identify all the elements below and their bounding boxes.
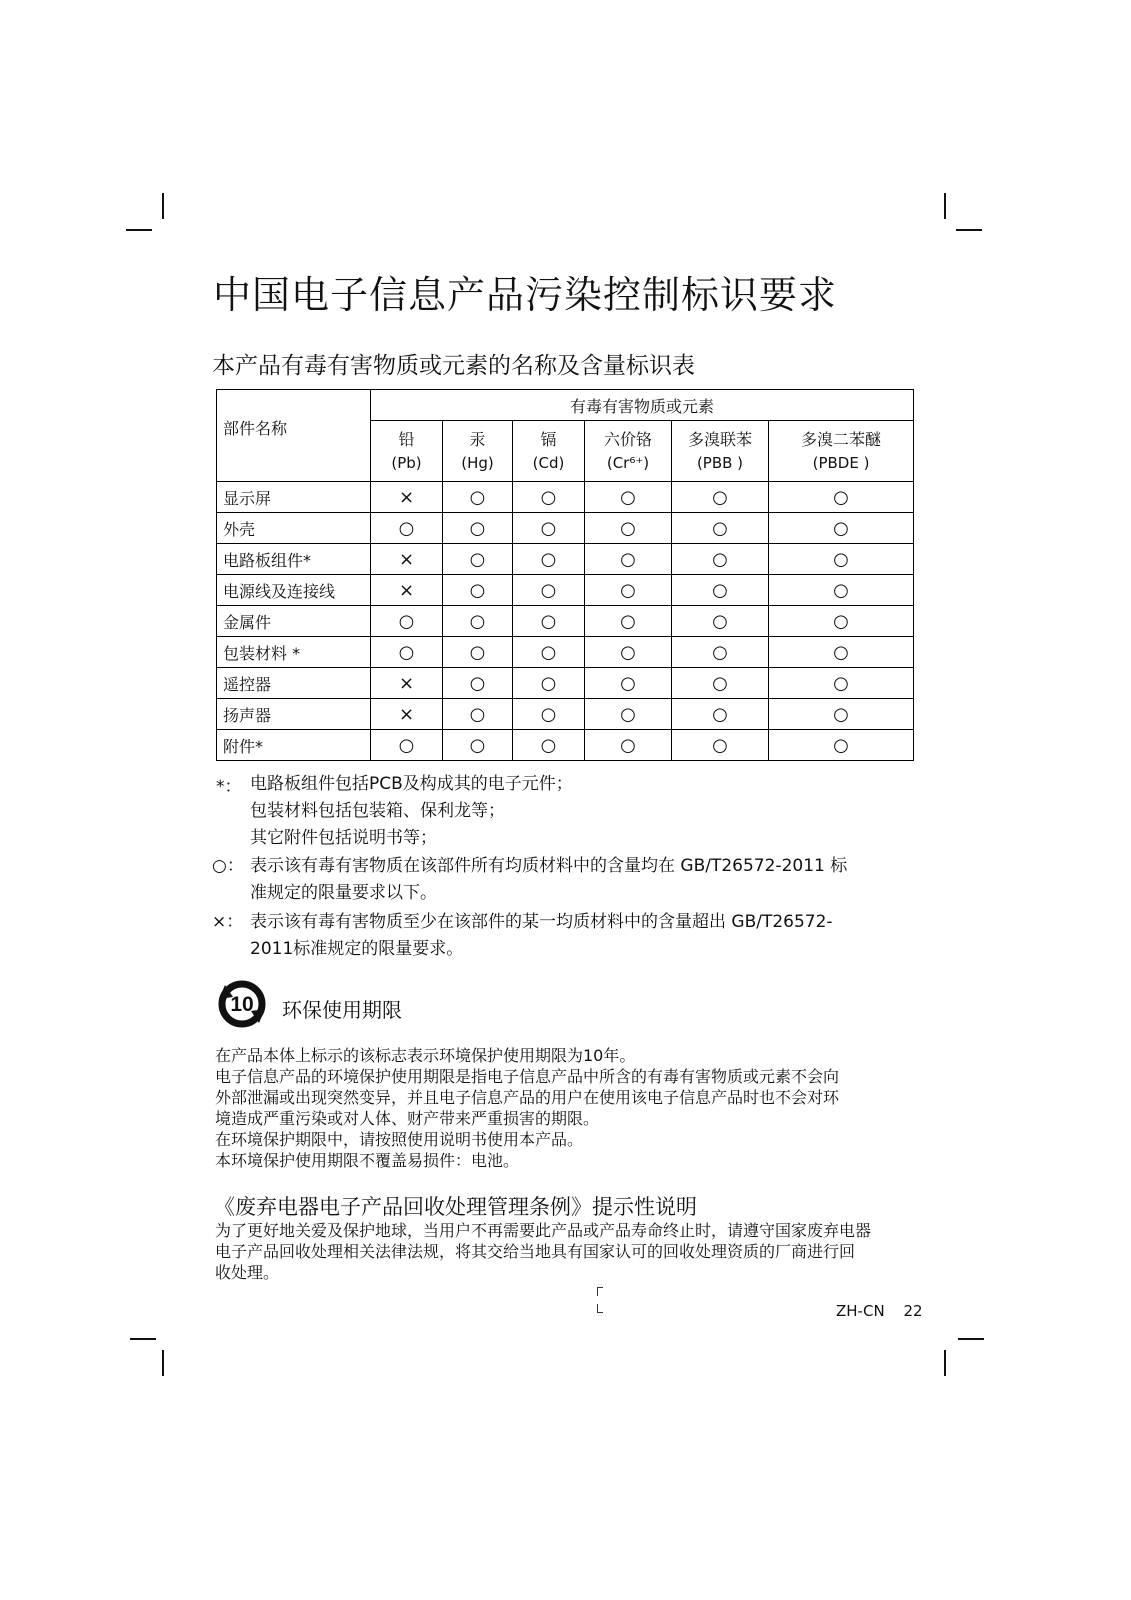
- circle-mark: ○: [540, 734, 557, 756]
- substance-mark-cell: [371, 668, 443, 699]
- substance-mark-cell: [585, 575, 672, 606]
- circle-mark: ○: [833, 517, 849, 539]
- substance-mark-cell: [585, 544, 672, 575]
- substance-mark-cell: [371, 637, 443, 668]
- circle-mark: ○: [620, 486, 636, 508]
- substance-code: (PBDE ): [812, 454, 870, 472]
- crop-mark: [130, 1338, 156, 1340]
- circle-mark: ○: [540, 703, 557, 725]
- substance-mark-cell: [585, 482, 672, 513]
- substance-mark-cell: [513, 668, 585, 699]
- circle-mark: ○: [540, 672, 557, 694]
- note-line: 包装材料包括包装箱、保利龙等；: [250, 801, 505, 821]
- substance-mark-cell: [513, 699, 585, 730]
- recycle-line: 收处理。: [215, 1263, 280, 1282]
- note-line: 电路板组件包括PCB及构成其的电子元件；: [250, 774, 573, 794]
- substance-mark-cell: [769, 513, 914, 544]
- circle-mark: ○: [712, 548, 728, 570]
- circle-mark: ○: [712, 672, 728, 694]
- center-mark: [597, 1304, 603, 1313]
- substance-header-cell: [585, 421, 672, 482]
- circle-mark: ○: [620, 672, 636, 694]
- cross-mark: ×: [398, 703, 415, 725]
- epup-line: 本环境保护使用期限不覆盖易损件：电池。: [215, 1151, 520, 1170]
- circle-mark: ○: [833, 641, 849, 663]
- note-line: 表示该有毒有害物质至少在该部件的某一均质材料中的含量超出 GB/T26572-: [250, 912, 833, 932]
- table-row: [217, 482, 914, 513]
- substance-mark-cell: [443, 513, 513, 544]
- part-name-cell: 金属件: [217, 606, 371, 637]
- note-symbol-circle: ○：: [212, 856, 244, 876]
- substance-mark-cell: [585, 730, 672, 761]
- table-row: [217, 606, 914, 637]
- circle-mark: ○: [620, 517, 636, 539]
- substance-mark-cell: [672, 699, 769, 730]
- page-footer: [836, 1302, 923, 1320]
- note-line: 准规定的限量要求以下。: [250, 883, 437, 903]
- note-line: 其它附件包括说明书等；: [250, 828, 437, 848]
- circle-mark: ○: [620, 548, 636, 570]
- substance-mark-cell: [371, 575, 443, 606]
- circle-mark: ○: [540, 610, 557, 632]
- substance-mark-cell: [769, 699, 914, 730]
- substance-header-cell: [371, 421, 443, 482]
- circle-mark: ○: [833, 548, 849, 570]
- substance-code: (PBB ): [696, 454, 744, 472]
- center-mark: [597, 1287, 603, 1296]
- table-row: [217, 730, 914, 761]
- part-name-cell: 显示屏: [217, 482, 371, 513]
- epup-line: 在环境保护期限中，请按照使用说明书使用本产品。: [215, 1130, 584, 1149]
- circle-mark: ○: [620, 579, 636, 601]
- circle-mark: ○: [469, 672, 486, 694]
- substance-mark-cell: [443, 575, 513, 606]
- substance-mark-cell: [769, 668, 914, 699]
- note-line: 2011标准规定的限量要求。: [250, 939, 464, 959]
- substance-mark-cell: [585, 668, 672, 699]
- substance-header-cell: [769, 421, 914, 482]
- circle-mark: ○: [469, 486, 486, 508]
- crop-mark: [944, 193, 946, 219]
- substance-mark-cell: [443, 482, 513, 513]
- substance-mark-cell: [585, 606, 672, 637]
- circle-mark: ○: [540, 486, 557, 508]
- crop-mark: [956, 229, 982, 231]
- substance-mark-cell: [769, 606, 914, 637]
- table-row: [217, 637, 914, 668]
- circle-mark: ○: [712, 734, 728, 756]
- crop-mark: [162, 1350, 164, 1376]
- circle-mark: ○: [469, 548, 486, 570]
- substance-code: (Hg): [461, 454, 494, 472]
- epup-line: 在产品本体上标示的该标志表示环境保护使用期限为10年。: [215, 1046, 636, 1065]
- circle-mark: ○: [620, 641, 636, 663]
- crop-mark: [944, 1350, 946, 1376]
- substance-code: (Cr⁶⁺): [606, 454, 650, 472]
- crop-mark: [958, 1338, 984, 1340]
- epup-logo-icon: [217, 979, 267, 1033]
- part-name-cell: 外壳: [217, 513, 371, 544]
- circle-mark: ○: [620, 703, 636, 725]
- circle-mark: ○: [833, 610, 849, 632]
- circle-mark: ○: [398, 517, 415, 539]
- substance-mark-cell: [672, 637, 769, 668]
- circle-mark: ○: [833, 734, 849, 756]
- part-name-cell: 电路板组件*: [217, 544, 371, 575]
- circle-mark: ○: [712, 486, 728, 508]
- substance-mark-cell: [672, 544, 769, 575]
- cross-mark: ×: [398, 579, 415, 601]
- circle-mark: ○: [833, 579, 849, 601]
- substance-mark-cell: [513, 730, 585, 761]
- circle-mark: ○: [620, 734, 636, 756]
- circle-mark: ○: [469, 734, 486, 756]
- note-line: 表示该有毒有害物质在该部件所有均质材料中的含量均在 GB/T26572-2011 标: [250, 856, 848, 876]
- circle-mark: ○: [469, 517, 486, 539]
- part-name-header: 部件名称: [217, 390, 371, 482]
- substance-code: (Cd): [532, 454, 565, 472]
- substance-mark-cell: [672, 606, 769, 637]
- substance-group-header: 有毒有害物质或元素: [371, 390, 914, 421]
- part-name-cell: 扬声器: [217, 699, 371, 730]
- substance-mark-cell: [769, 730, 914, 761]
- circle-mark: ○: [398, 734, 415, 756]
- table-row: [217, 575, 914, 606]
- recycle-title: 《废弃电器电子产品回收处理管理条例》提示性说明: [214, 1195, 697, 1219]
- cross-mark: ×: [398, 486, 415, 508]
- substance-mark-cell: [513, 606, 585, 637]
- substance-mark-cell: [443, 637, 513, 668]
- substance-mark-cell: [585, 699, 672, 730]
- part-name-cell: 包装材料 *: [217, 637, 371, 668]
- substance-name: 铅: [398, 430, 415, 449]
- substance-mark-cell: [513, 575, 585, 606]
- substance-mark-cell: [672, 730, 769, 761]
- circle-mark: ○: [833, 672, 849, 694]
- part-name-cell: 电源线及连接线: [217, 575, 371, 606]
- substance-mark-cell: [371, 482, 443, 513]
- recycle-description: [215, 1220, 871, 1283]
- part-name-cell: 附件*: [217, 730, 371, 761]
- substance-mark-cell: [513, 482, 585, 513]
- table-row: [217, 544, 914, 575]
- circle-mark: ○: [712, 517, 728, 539]
- substance-table-container: [216, 389, 914, 761]
- substance-mark-cell: [585, 637, 672, 668]
- substance-name: 汞: [469, 430, 486, 449]
- substance-name: 六价铬: [603, 430, 652, 449]
- epup-line: 电子信息产品的环境保护使用期限是指电子信息产品中所含的有毒有害物质或元素不会向: [215, 1067, 840, 1086]
- substance-header-cell: [513, 421, 585, 482]
- cross-mark: ×: [398, 672, 415, 694]
- page-number: 22: [903, 1302, 923, 1320]
- circle-mark: ○: [712, 703, 728, 725]
- substance-name: 多溴联苯: [687, 430, 752, 449]
- note-symbol-cross: ×：: [212, 912, 244, 932]
- circle-mark: ○: [833, 486, 849, 508]
- substance-mark-cell: [443, 606, 513, 637]
- epup-line: 境造成严重污染或对人体、财产带来严重损害的期限。: [215, 1109, 600, 1128]
- circle-mark: ○: [398, 610, 415, 632]
- circle-mark: ○: [712, 579, 728, 601]
- crop-mark: [162, 193, 164, 219]
- substance-mark-cell: [371, 606, 443, 637]
- substance-mark-cell: [443, 699, 513, 730]
- page-title: 中国电子信息产品污染控制标识要求: [213, 273, 838, 317]
- circle-mark: ○: [712, 610, 728, 632]
- circle-mark: ○: [712, 641, 728, 663]
- table-row: [217, 699, 914, 730]
- cross-mark: ×: [398, 548, 415, 570]
- circle-mark: ○: [540, 579, 557, 601]
- substance-code: (Pb): [391, 454, 422, 472]
- substance-mark-cell: [769, 544, 914, 575]
- substance-mark-cell: [672, 482, 769, 513]
- substance-mark-cell: [371, 699, 443, 730]
- table-row: [217, 668, 914, 699]
- substance-mark-cell: [672, 668, 769, 699]
- language-code: ZH-CN: [836, 1302, 885, 1320]
- epup-description: [215, 1045, 839, 1171]
- circle-mark: ○: [620, 610, 636, 632]
- circle-mark: ○: [469, 610, 486, 632]
- substance-name: 镉: [540, 430, 557, 449]
- substance-mark-cell: [371, 513, 443, 544]
- circle-mark: ○: [469, 579, 486, 601]
- epup-logo-number: 10: [230, 993, 254, 1016]
- recycle-line: 电子产品回收处理相关法律法规，将其交给当地具有国家认可的回收处理资质的厂商进行回: [215, 1242, 856, 1261]
- table-header-row: [217, 390, 914, 421]
- substance-mark-cell: [443, 544, 513, 575]
- crop-mark: [126, 229, 152, 231]
- substance-mark-cell: [371, 730, 443, 761]
- substance-mark-cell: [513, 513, 585, 544]
- substance-mark-cell: [672, 575, 769, 606]
- circle-mark: ○: [833, 703, 849, 725]
- circle-mark: ○: [398, 641, 415, 663]
- note-symbol-star: *：: [216, 777, 242, 797]
- epup-heading: 环保使用期限: [282, 998, 402, 1022]
- substance-name: 多溴二苯醚: [801, 430, 882, 449]
- circle-mark: ○: [540, 548, 557, 570]
- substance-mark-cell: [769, 575, 914, 606]
- substance-mark-cell: [371, 544, 443, 575]
- substance-mark-cell: [513, 637, 585, 668]
- table-row: [217, 513, 914, 544]
- circle-mark: ○: [540, 517, 557, 539]
- substance-table: [216, 389, 914, 761]
- recycle-line: 为了更好地关爱及保护地球，当用户不再需要此产品或产品寿命终止时，请遵守国家废弃电器: [215, 1221, 872, 1240]
- substance-mark-cell: [585, 513, 672, 544]
- substance-mark-cell: [769, 482, 914, 513]
- substance-header-cell: [443, 421, 513, 482]
- circle-mark: ○: [540, 641, 557, 663]
- substance-header-cell: [672, 421, 769, 482]
- circle-mark: ○: [469, 703, 486, 725]
- substance-mark-cell: [672, 513, 769, 544]
- table-title: 本产品有毒有害物质或元素的名称及含量标识表: [212, 353, 695, 379]
- substance-mark-cell: [443, 668, 513, 699]
- epup-line: 外部泄漏或出现突然变异，并且电子信息产品的用户在使用该电子信息产品时也不会对环: [215, 1088, 840, 1107]
- part-name-cell: 遥控器: [217, 668, 371, 699]
- substance-mark-cell: [443, 730, 513, 761]
- circle-mark: ○: [469, 641, 486, 663]
- substance-mark-cell: [513, 544, 585, 575]
- substance-mark-cell: [769, 637, 914, 668]
